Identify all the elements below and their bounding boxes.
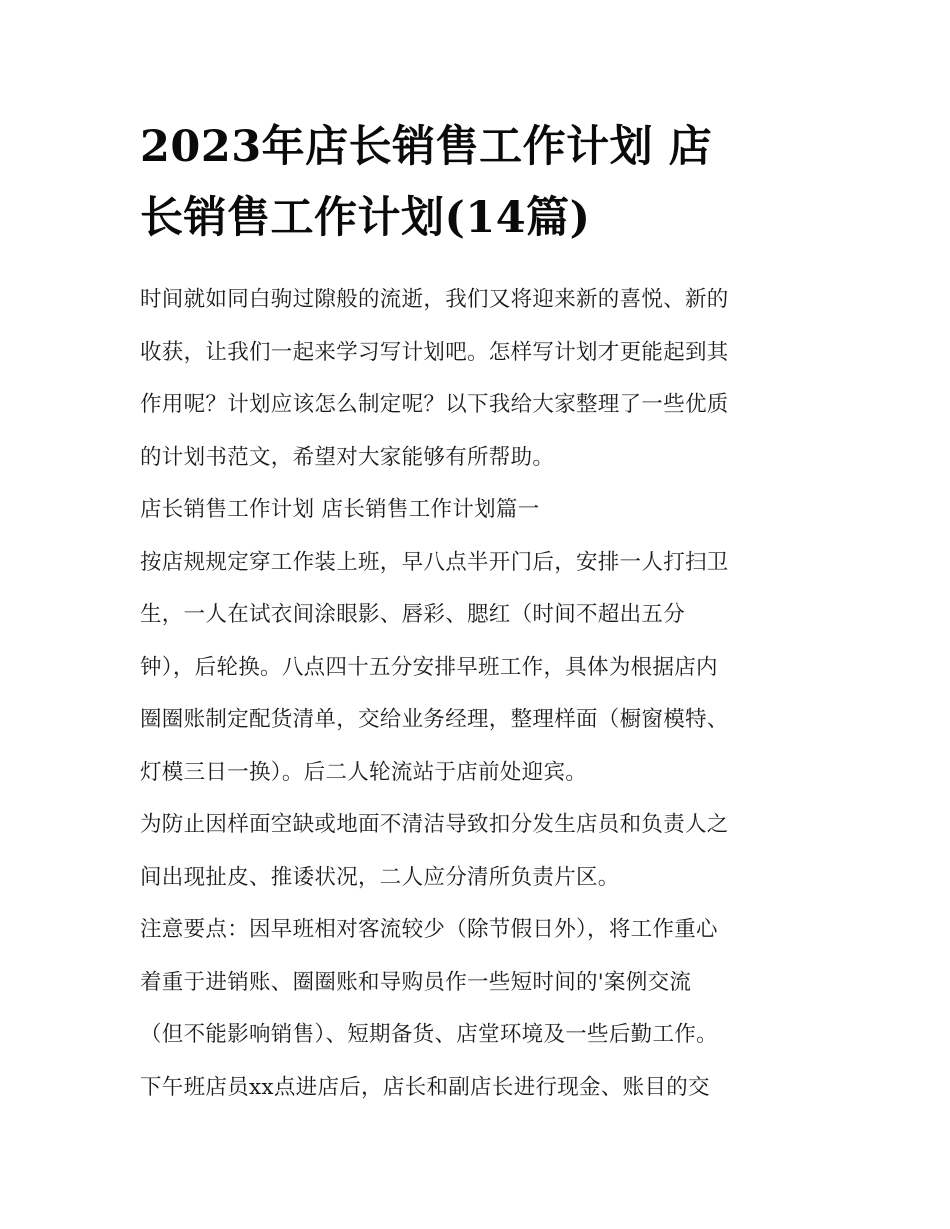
- body-paragraph: [140, 904, 812, 1062]
- document-body: [140, 274, 812, 1114]
- intro-paragraph: [140, 274, 812, 484]
- title-line: 2023年店长销售工作计划 店: [140, 122, 713, 172]
- text-line: 间出现扯皮、推诿状况，二人应分清所负责片区。: [140, 864, 620, 890]
- text-line: 生，一人在试衣间涂眼影、唇彩、腮红（时间不超出五分: [140, 602, 686, 627]
- text-line: 按店规规定穿工作装上班，早八点半开门后，安排一人打扫卫: [140, 549, 729, 575]
- text-line: 钟），后轮换。八点四十五分安排早班工作，具体为根据店内: [140, 654, 718, 680]
- text-line: 店长销售工作计划 店长销售工作计划篇一: [140, 497, 540, 522]
- text-line: 作用呢？计划应该怎么制定呢？以下我给大家整理了一些优质: [140, 392, 729, 417]
- text-line: （但不能影响销售）、短期备货、店堂环境及一些后勤工作。: [140, 1022, 718, 1047]
- text-line: 注意要点：因早班相对客流较少（除节假日外），将工作重心: [140, 917, 718, 942]
- text-line: 收获，让我们一起来学习写计划吧。怎样写计划才更能起到其: [140, 339, 729, 365]
- text-line: 灯模三日一换）。后二人轮流站于店前处迎宾。: [140, 759, 588, 785]
- text-line: 着重于进销账、圈圈账和导购员作一些短时间的'案例交流: [140, 969, 692, 995]
- document-content: [140, 112, 812, 1114]
- text-line: 的计划书范文，希望对大家能够有所帮助。: [140, 444, 555, 470]
- text-line: 下午班店员xx点进店后，店长和副店长进行现金、账目的交: [140, 1074, 710, 1100]
- body-paragraph: [140, 799, 812, 904]
- title-line: 长销售工作计划(14篇): [140, 193, 591, 243]
- document-title: [140, 112, 812, 254]
- body-paragraph: [140, 537, 812, 800]
- text-line: 时间就如同白驹过隙般的流逝，我们又将迎来新的喜悦、新的: [140, 287, 729, 312]
- section-heading: [140, 484, 812, 537]
- body-paragraph: [140, 1062, 812, 1115]
- text-line: 为防止因样面空缺或地面不清洁导致扣分发生店员和负责人之: [140, 812, 729, 837]
- text-line: 圈圈账制定配货清单，交给业务经理，整理样面（橱窗模特、: [140, 707, 729, 732]
